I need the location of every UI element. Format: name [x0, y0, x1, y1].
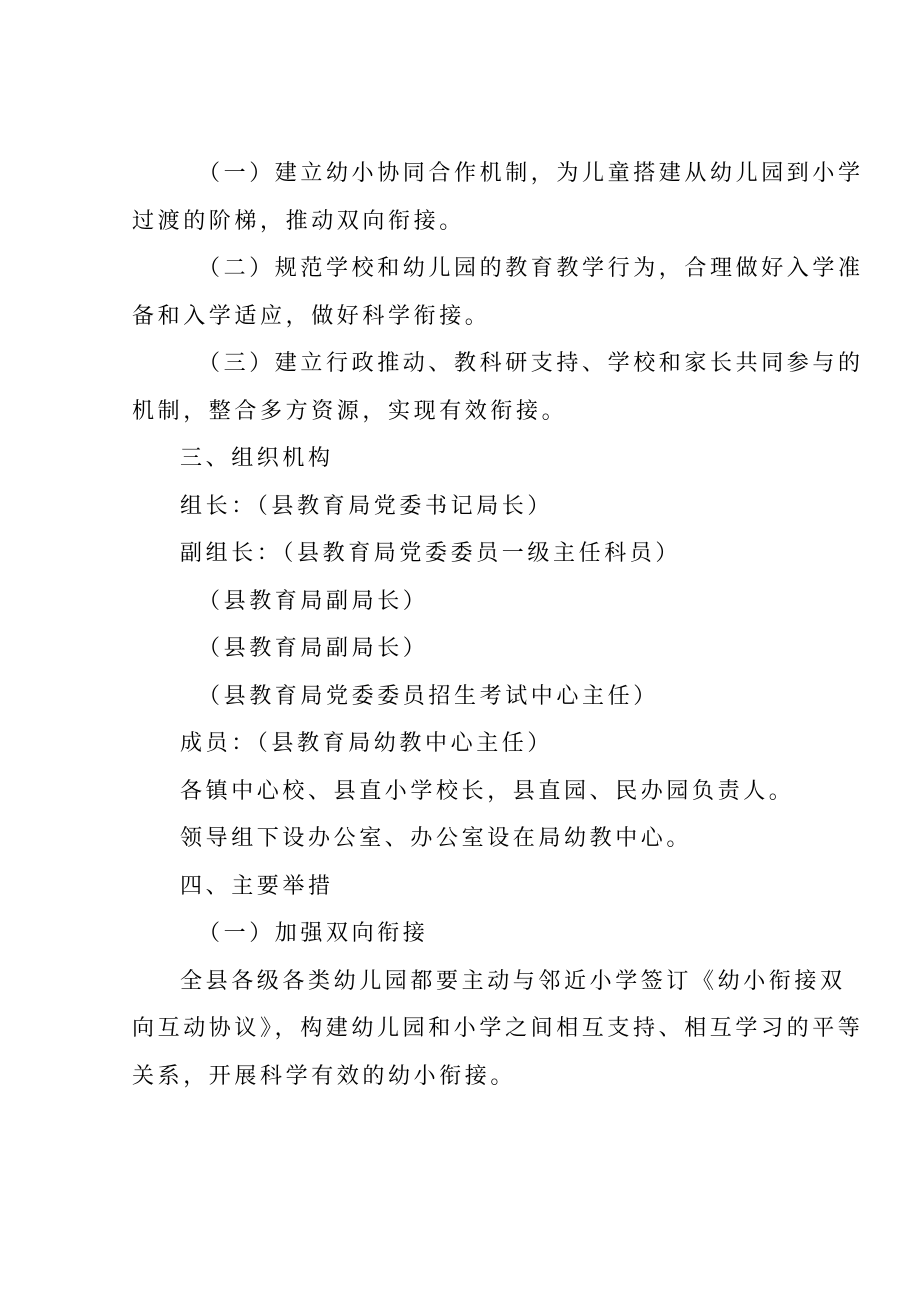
- paragraph-line: 备和入学适应，做好科学衔接。: [132, 303, 491, 329]
- org-line: 各镇中心校、县直小学校长，县直园、民办园负责人。: [180, 778, 795, 804]
- org-line: （县教育局副局长）: [198, 636, 429, 661]
- paragraph-line: （一）建立幼小协同合作机制，为儿童搭建从幼儿园到小学: [198, 161, 864, 186]
- subsection-heading: （一）加强双向衔接: [198, 921, 429, 946]
- paragraph-line: 全县各级各类幼儿园都要主动与邻近小学签订《幼小衔接双: [180, 968, 846, 994]
- org-line: （县教育局副局长）: [198, 588, 429, 614]
- org-line: 成员：（县教育局幼教中心主任）: [180, 731, 554, 756]
- paragraph-line: （二）规范学校和幼儿园的教育教学行为，合理做好入学准: [198, 256, 864, 281]
- org-line: （县教育局党委委员招生考试中心主任）: [198, 683, 659, 709]
- org-line: 组长：（县教育局党委书记局长）: [180, 493, 554, 519]
- paragraph-line: （三）建立行政推动、教科研支持、学校和家长共同参与的: [198, 351, 864, 376]
- org-line: 副组长：（县教育局党委委员一级主任科员）: [180, 541, 682, 566]
- document-body: [132, 150, 864, 1100]
- paragraph-line: 机制，整合多方资源，实现有效衔接。: [132, 398, 568, 424]
- section-heading: 四、主要举措: [180, 873, 334, 899]
- paragraph-line: 关系，开展科学有效的幼小衔接。: [132, 1063, 517, 1089]
- section-heading: 三、组织机构: [180, 446, 334, 471]
- org-line: 领导组下设办公室、办公室设在局幼教中心。: [180, 826, 693, 851]
- paragraph-line: 向互动协议》，构建幼儿园和小学之间相互支持、相互学习的平等: [132, 1016, 864, 1041]
- paragraph-line: 过渡的阶梯，推动双向衔接。: [132, 208, 465, 234]
